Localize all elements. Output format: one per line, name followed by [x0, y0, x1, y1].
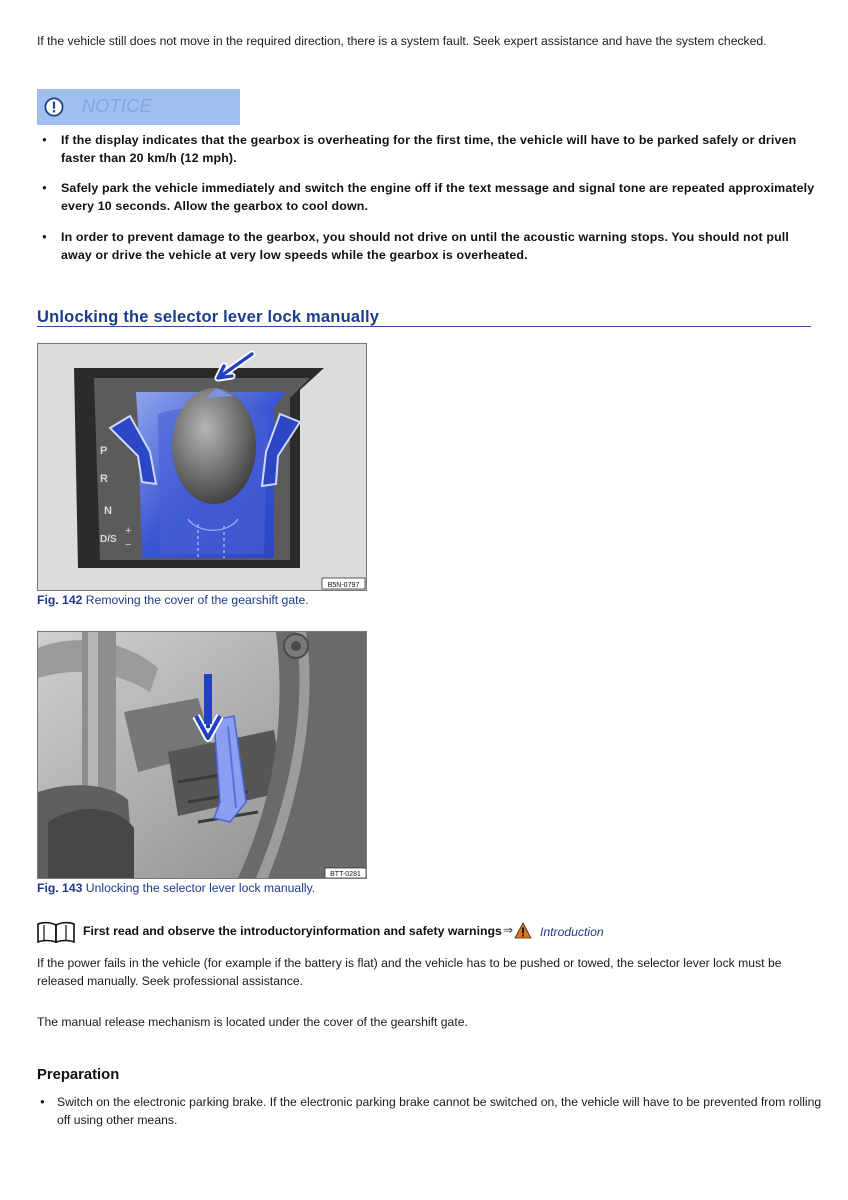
safety-warnings-text: First read and observe the introductoryinformation and safety warnings — [83, 924, 502, 938]
book-icon — [37, 921, 75, 943]
safety-warnings-line — [37, 921, 737, 945]
notice-banner — [37, 89, 240, 125]
warning-triangle-icon — [514, 922, 532, 939]
gear-label-plus: + — [125, 525, 132, 537]
preparation-heading: Preparation — [37, 1067, 120, 1083]
gear-label-r: R — [100, 473, 108, 485]
gear-label-minus: − — [125, 539, 132, 551]
exclamation-circle-icon — [44, 97, 64, 117]
notice-item: ● In order to prevent damage to the gearbox, you should not drive on until the acoustic warning stops. You should not pull away or drive the vehicle at very low speeds while the gearbox is overheated. — [40, 228, 815, 264]
figure-142-caption — [37, 593, 309, 607]
notice-list — [40, 228, 815, 264]
arrow-icon: ⇒ — [503, 923, 514, 937]
power-failure-paragraph: If the power fails in the vehicle (for example if the battery is flat) and the vehicle has to be pushed or towed, the selector lever lock must be released manually. Seek professional assistance. — [37, 956, 782, 988]
figure-142-code: B5N-0797 — [327, 582, 360, 589]
figure-143-caption-text: Unlocking the selector lever lock manually. — [82, 881, 316, 895]
notice-list — [40, 131, 815, 167]
section-divider — [37, 326, 811, 327]
gear-label-n: N — [104, 505, 112, 517]
figure-142-image — [37, 343, 367, 591]
figure-142-number: Fig. 142 — [37, 593, 83, 607]
figure-142-caption-text: Removing the cover of the gearshift gate. — [82, 593, 309, 607]
intro-paragraph: If the vehicle still does not move in the required direction, there is a system fault. Seek expert assistance and have the system checked. — [37, 34, 767, 48]
notice-item: ● If the display indicates that the gearbox is overheating for the first time, the vehicle will have to be parked safely or driven faster than 20 km/h (12 mph). — [40, 131, 815, 167]
figure-143-caption — [37, 881, 315, 895]
gear-label-ds: D/S — [100, 534, 117, 545]
gear-label-p: P — [100, 445, 108, 457]
introduction-link[interactable]: Introduction — [540, 925, 604, 939]
notice-label: NOTICE — [82, 96, 152, 116]
figure-143-image — [37, 631, 367, 879]
release-location-paragraph: The manual release mechanism is located under the cover of the gearshift gate. — [37, 1015, 468, 1029]
figure-143-code: BTT-0281 — [330, 871, 361, 878]
notice-list — [40, 179, 815, 215]
notice-item: ● Safely park the vehicle immediately and switch the engine off if the text message and signal tone are repeated approximately every 10 seconds. Allow the gearbox to cool down. — [40, 179, 815, 215]
section-title: Unlocking the selector lever lock manually — [37, 308, 380, 326]
figure-143-number: Fig. 143 — [37, 881, 83, 895]
preparation-step: ● Switch on the electronic parking brake. If the electronic parking brake cannot be switched on, the vehicle will have to be prevented from rolling off using other means. — [40, 1093, 822, 1129]
